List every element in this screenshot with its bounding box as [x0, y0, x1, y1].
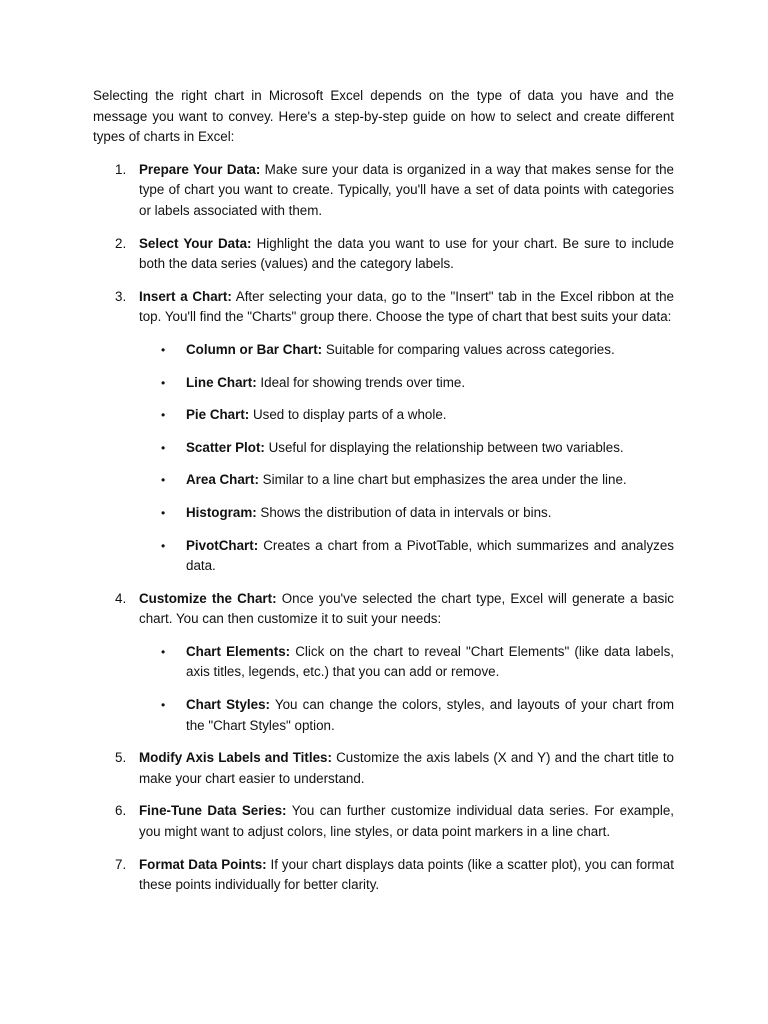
step-number: 6.: [115, 803, 127, 819]
step-title: Insert a Chart:: [139, 288, 232, 304]
sub-text: Used to display parts of a whole.: [249, 407, 447, 423]
sub-item: [139, 470, 674, 491]
bullet-icon: •: [161, 698, 166, 713]
sub-item: [139, 373, 674, 394]
step-text: Highlight the data you want to use for your chart. Be sure to include both the data series (values) and the category labels.: [139, 235, 674, 272]
step-title: Prepare Your Data:: [139, 161, 261, 177]
sub-title: Scatter Plot:: [186, 439, 265, 455]
step-item: [93, 287, 674, 577]
bullet-icon: •: [161, 440, 166, 455]
intro-paragraph: Selecting the right chart in Microsoft Excel depends on the type of data you have and the message you want to convey. Here's a step-by-step guide on how to select and create different types of charts in Excel:: [93, 88, 674, 145]
step-text: You can further customize individual data series. For example, you might want to adjust colors, line styles, or data point markers in a line chart.: [139, 803, 674, 840]
sub-item: [139, 536, 674, 577]
step-title: Customize the Chart:: [139, 590, 277, 606]
step-text: Make sure your data is organized in a way that makes sense for the type of chart you want to create. Typically, you'll have a set of data points with categories or labels associated with them.: [139, 161, 674, 218]
sub-item: [139, 642, 674, 683]
sub-item: [139, 405, 674, 426]
sub-text: Creates a chart from a PivotTable, which summarizes and analyzes data.: [186, 537, 674, 574]
sub-text: Similar to a line chart but emphasizes the area under the line.: [258, 472, 627, 488]
step-item: [93, 855, 674, 896]
bullet-icon: •: [161, 408, 166, 423]
bullet-icon: •: [161, 342, 166, 357]
sub-item: [139, 695, 674, 736]
sub-title: Pie Chart:: [186, 407, 250, 423]
sub-title: PivotChart:: [186, 537, 259, 553]
bullet-icon: •: [161, 505, 166, 520]
sub-text: Ideal for showing trends over time.: [256, 374, 466, 390]
step-text: Customize the axis labels (X and Y) and the chart title to make your chart easier to understand.: [139, 750, 674, 786]
step-text: After selecting your data, go to the "Insert" tab in the Excel ribbon at the top. You'll find the "Charts" group there. Choose the type of chart that best suits your data:: [139, 288, 674, 325]
sub-item: [139, 340, 674, 361]
document-body: [93, 86, 674, 908]
step-item: [93, 234, 674, 275]
step-number: 2.: [115, 235, 127, 251]
sub-text: Click on the chart to reveal "Chart Elements" (like data labels, axis titles, legends, etc.) that you can add or remove.: [186, 643, 674, 680]
step-item: [93, 160, 674, 222]
step-title: Fine-Tune Data Series:: [139, 803, 287, 819]
sub-title: Line Chart:: [186, 374, 257, 390]
bullet-icon: •: [161, 644, 166, 659]
sub-title: Chart Elements:: [186, 643, 291, 659]
step-item: [93, 801, 674, 842]
sub-title: Area Chart:: [186, 472, 259, 488]
sub-title: Histogram:: [186, 504, 257, 520]
customize-list: [139, 642, 674, 736]
step-title: Select Your Data:: [139, 235, 252, 251]
step-number: 3.: [115, 288, 127, 304]
step-item: [93, 748, 674, 789]
chart-type-list: [139, 340, 674, 577]
bullet-icon: •: [161, 375, 166, 390]
step-title: Format Data Points:: [139, 856, 267, 872]
sub-item: [139, 503, 674, 524]
sub-title: Chart Styles:: [186, 697, 271, 713]
step-text: If your chart displays data points (like a scatter plot), you can format these points individually for better clarity.: [139, 856, 674, 893]
sub-title: Column or Bar Chart:: [186, 341, 323, 357]
sub-text: You can change the colors, styles, and layouts of your chart from the "Chart Styles" option.: [186, 697, 674, 733]
step-number: 4.: [115, 590, 127, 606]
sub-text: Useful for displaying the relationship between two variables.: [264, 439, 624, 455]
steps-list: [93, 160, 674, 896]
sub-text: Suitable for comparing values across categories.: [322, 341, 615, 357]
sub-text: Shows the distribution of data in intervals or bins.: [256, 504, 552, 520]
step-number: 1.: [115, 161, 127, 177]
step-number: 5.: [115, 750, 127, 766]
step-title: Modify Axis Labels and Titles:: [139, 750, 332, 766]
step-number: 7.: [115, 856, 127, 872]
bullet-icon: •: [161, 538, 166, 553]
step-text: Once you've selected the chart type, Excel will generate a basic chart. You can then customize it to suit your needs:: [139, 590, 674, 627]
bullet-icon: •: [161, 473, 166, 488]
sub-item: [139, 438, 674, 459]
step-item: [93, 589, 674, 737]
